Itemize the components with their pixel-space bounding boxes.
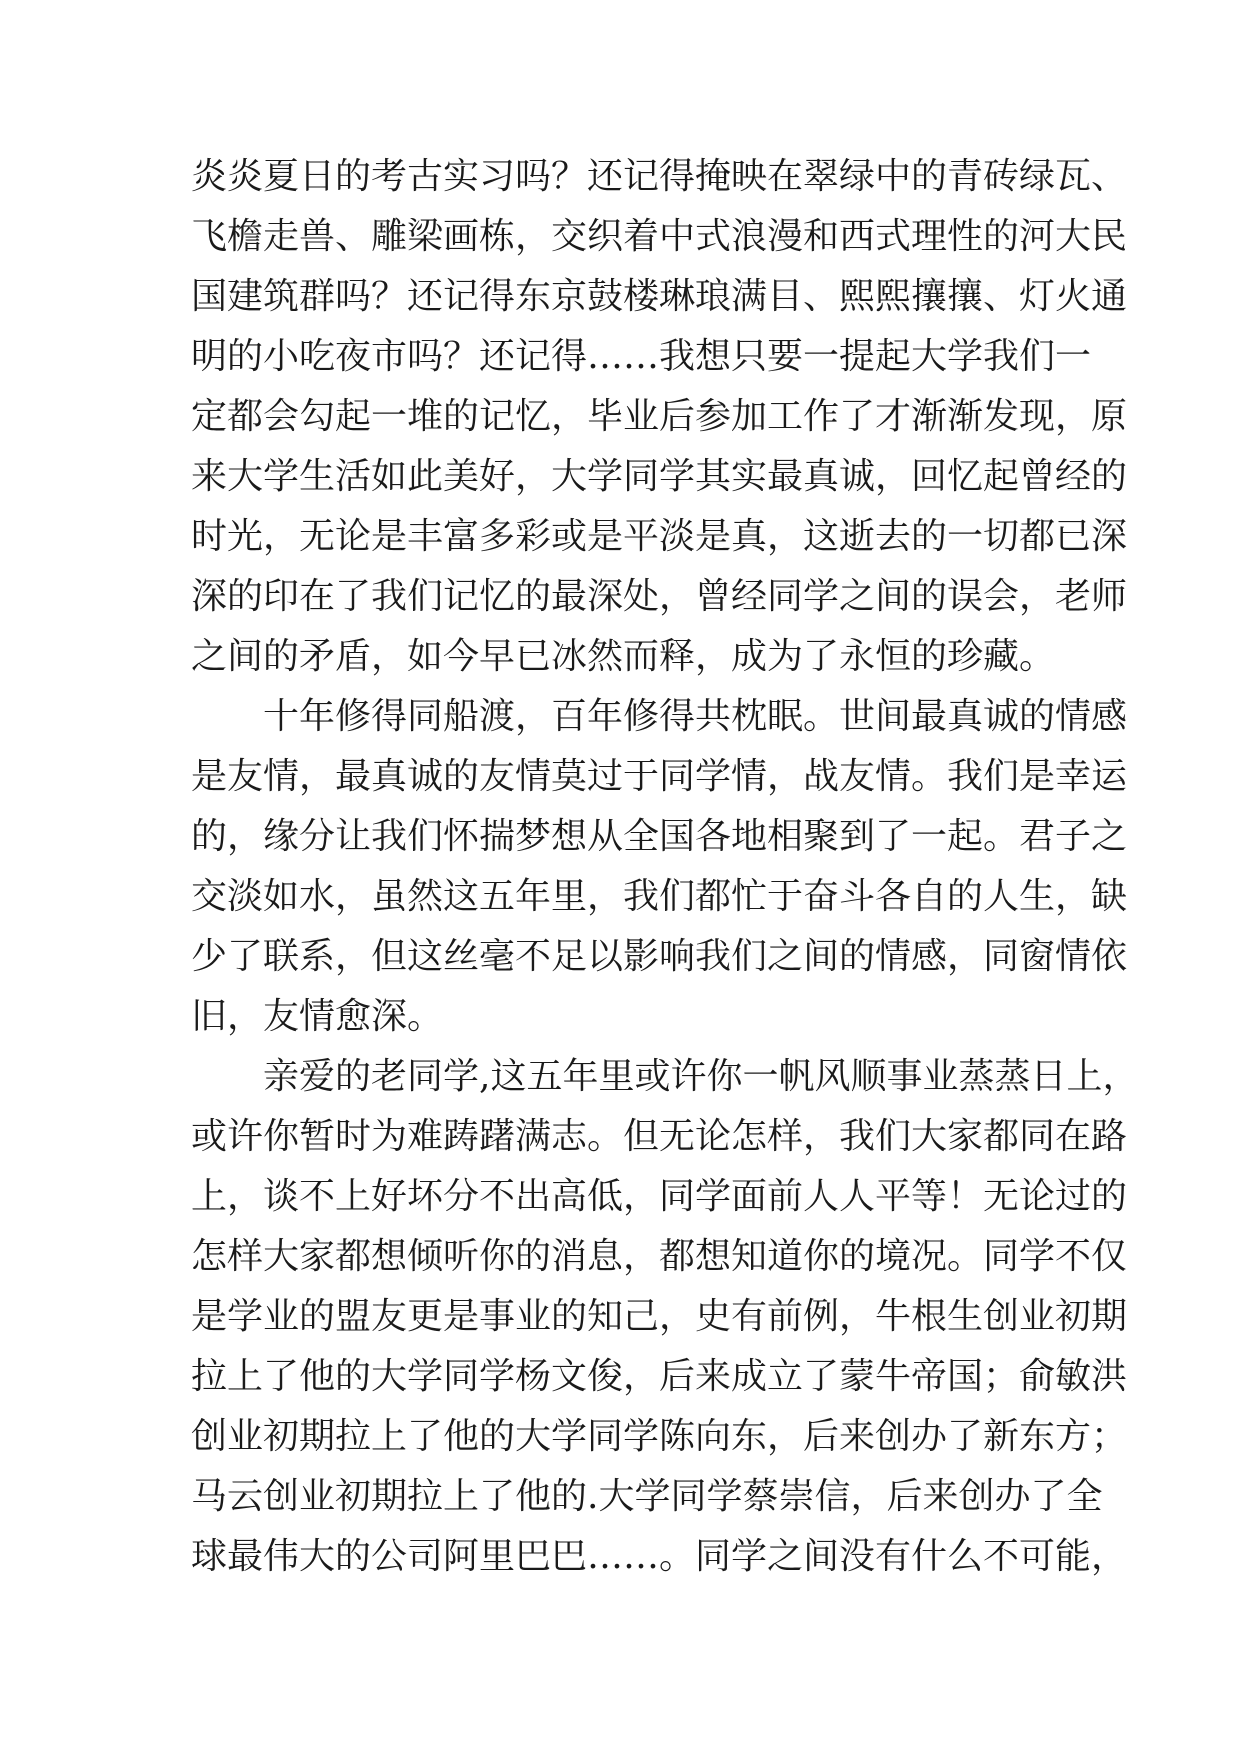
text-line: 怎样大家都想倾听你的消息，都想知道你的境况。同学不仅 [191,1236,1128,1277]
text-line: 定都会勾起一堆的记忆，毕业后参加工作了才渐渐发现，原 [191,396,1128,437]
text-line: 是学业的盟友更是事业的知己，史有前例，牛根生创业初期 [191,1296,1128,1337]
text-line: 马云创业初期拉上了他的.大学同学蔡崇信，后来创办了全 [191,1476,1103,1517]
text-line: 明的小吃夜市吗？还记得……我想只要一提起大学我们一 [191,336,1092,377]
text-line: 来大学生活如此美好，大学同学其实最真诚，回忆起曾经的 [191,456,1128,497]
body-text [191,147,1139,1587]
paragraph-start-line: 亲爱的老同学,这五年里或许你一帆风顺事业蒸蒸日上， [191,1056,1139,1097]
text-line: 深的印在了我们记忆的最深处，曾经同学之间的误会，老师 [191,576,1128,617]
text-line: 国建筑群吗？还记得东京鼓楼琳琅满目、熙熙攘攘、灯火通 [191,276,1128,317]
text-line: 之间的矛盾，如今早已冰然而释，成为了永恒的珍藏。 [191,636,1056,677]
text-line: 创业初期拉上了他的大学同学陈向东，后来创办了新东方； [191,1416,1128,1457]
text-line: 炎炎夏日的考古实习吗？还记得掩映在翠绿中的青砖绿瓦、 [191,156,1128,197]
text-line: 或许你暂时为难踌躇满志。但无论怎样，我们大家都同在路 [191,1116,1128,1157]
text-line: 球最伟大的公司阿里巴巴……。同学之间没有什么不可能， [191,1536,1128,1577]
text-line: 是友情，最真诚的友情莫过于同学情，战友情。我们是幸运 [191,756,1128,797]
text-line: 时光，无论是丰富多彩或是平淡是真，这逝去的一切都已深 [191,516,1128,557]
text-line: 旧，友情愈深。 [191,996,444,1037]
text-line: 少了联系，但这丝毫不足以影响我们之间的情感，同窗情依 [191,936,1128,977]
text-line: 的，缘分让我们怀揣梦想从全国各地相聚到了一起。君子之 [191,816,1128,857]
text-line: 交淡如水，虽然这五年里，我们都忙于奋斗各自的人生，缺 [191,876,1128,917]
text-line: 拉上了他的大学同学杨文俊，后来成立了蒙牛帝国；俞敏洪 [191,1356,1128,1397]
text-line: 飞檐走兽、雕梁画栋，交织着中式浪漫和西式理性的河大民 [191,216,1128,257]
text-line: 上，谈不上好坏分不出高低，同学面前人人平等！无论过的 [191,1176,1128,1217]
paragraph-start-line: 十年修得同船渡，百年修得共枕眠。世间最真诚的情感 [191,696,1128,737]
